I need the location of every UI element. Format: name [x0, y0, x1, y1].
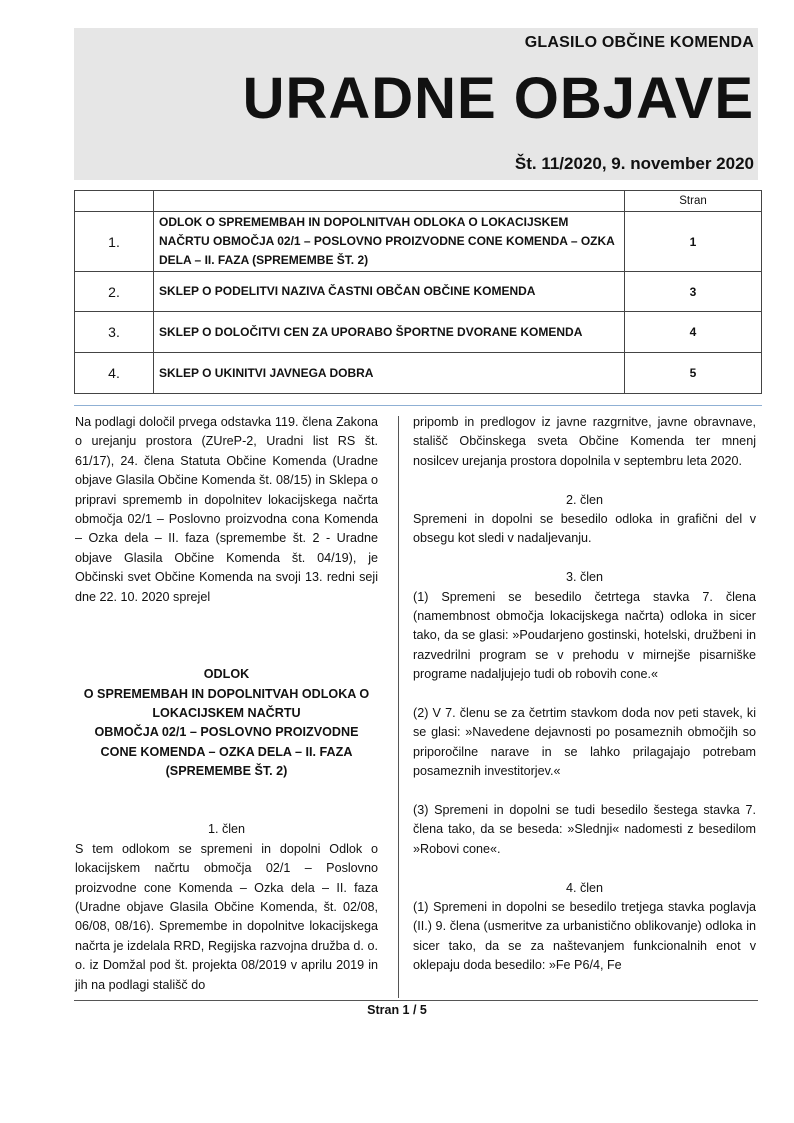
article-paragraph: (1) Spremeni in dopolni se besedilo tretjega stavka poglavja (II.) 9. člena (usmeritve za urbanistično oblikovanje) odloka in sicer tako, da se za naštevanjem funkcionalnih enot v oklepaju doda besedilo: »Fe P6/4, Fe [413, 900, 756, 973]
issue-info: Št. 11/2020, 9. november 2020 [514, 154, 754, 173]
article-heading: 2. člen [565, 492, 604, 507]
preamble: Na podlagi določil prvega odstavka 119. člena Zakona o urejanju prostora (ZUreP-2, Uradni list RS št. 61/17), 24. člena Statuta Občine Komenda (Uradne objave Glasila Občine Komenda št. 08/15) in Sklepa o pripravi sprememb in dopolnitev lokacijskega načrta območja 02/1 – Poslovno proizvodna cona Komenda – Ozka dela – II. faza (spremembe št. 2 - Uradne objave Glasila Občine Komenda št. 04/19), je Občinski svet Občine Komenda na svoji 13. redni seji dne 22. 10. 2020 sprejel [75, 415, 378, 604]
decree-title-line: ODLOK [203, 667, 250, 682]
column-divider [398, 416, 399, 998]
toc-page: 1 [625, 212, 762, 272]
toc-row[interactable] [75, 272, 762, 312]
toc-number: 4. [75, 353, 154, 394]
article-paragraph: (2) V 7. členu se za četrtim stavkom doda nov peti stavek, ki se glasi: »Navedene dejavnosti po posameznih območjih so priporočilne narave in se lahko prilagajajo potrebam posameznih investitorjev.« [413, 706, 756, 779]
article-heading: 1. člen [207, 822, 246, 837]
page-number: Stran 1 / 5 [367, 1003, 427, 1017]
article-text: S tem odlokom se spremeni in dopolni Odlok o lokacijskem načrtu območja 02/1 – Poslovno proizvodne cone Komenda – Ozka dela – II. faza (Uradne objave Glasila Občine Komenda, št. 02/08, 06/08, 08/16). Spremembe in dopolnitve lokacijskega načrta je izdelala RRD, Regijska razvojna družba d. o. o. iz Domžal pod št. projekta 08/2019 v aprilu 2019 in jih na podlagi stališč do [75, 841, 378, 992]
toc-page-header: Stran [625, 191, 762, 212]
article-paragraph: (3) Spremeni in dopolni se tudi besedilo šestega stavka 7. člena tako, da se beseda: »Slednji« nadomesti z besedilom »Robovi cone«. [413, 803, 756, 856]
decree-title-line: OBMOČJA 02/1 – POSLOVNO PROIZVODNE CONE KOMENDA – OZKA DELA – II. FAZA [94, 725, 359, 759]
left-column [75, 413, 378, 995]
toc-number: 2. [75, 272, 154, 312]
section-divider [74, 405, 762, 406]
right-column [413, 413, 756, 976]
toc-header-row [75, 191, 762, 212]
article-paragraph: (1) Spremeni se besedilo četrtega stavka 7. člena (namembnost območja lokacijskega načrta) odloka in sicer tako, da se glasi: »Poudarjeno gostinski, hotelski, družbeni in razvedrilni program se v prehodu v mirnejše pisarniške programe nadaljujejo tudi ob robovih cone.« [413, 589, 756, 682]
toc-row[interactable] [75, 312, 762, 353]
article-heading: 4. člen [565, 880, 604, 895]
article-text: pripomb in predlogov iz javne razgrnitve, javne obravnave, stališč Občinskega sveta Občine Komenda ter mnenj nosilcev urejanja prostora dopolnila v septembru leta 2020. [413, 415, 756, 468]
decree-title-line: O SPREMEMBAH IN DOPOLNITVAH ODLOKA O LOKACIJSKEM NAČRTU [83, 686, 370, 721]
toc-title[interactable]: SKLEP O UKINITVI JAVNEGA DOBRA [154, 353, 625, 394]
toc-header-empty [154, 191, 625, 212]
table-of-contents [74, 190, 762, 394]
decree-title-line: (SPREMEMBE ŠT. 2) [165, 764, 288, 779]
toc-header-empty [75, 191, 154, 212]
toc-title[interactable]: SKLEP O DOLOČITVI CEN ZA UPORABO ŠPORTNE DVORANE KOMENDA [154, 312, 625, 353]
toc-number: 3. [75, 312, 154, 353]
toc-page: 5 [625, 353, 762, 394]
toc-title[interactable]: SKLEP O PODELITVI NAZIVA ČASTNI OBČAN OBČINE KOMENDA [154, 272, 625, 312]
footer-divider [74, 1000, 758, 1001]
toc-page: 4 [625, 312, 762, 353]
toc-row[interactable] [75, 353, 762, 394]
toc-number: 1. [75, 212, 154, 272]
article-text: Spremeni in dopolni se besedilo odloka in grafični del v obsegu kot sledi v nadaljevanju. [413, 512, 756, 546]
publication-name: GLASILO OBČINE KOMENDA [524, 34, 754, 51]
toc-page: 3 [625, 272, 762, 312]
masthead [74, 28, 758, 180]
toc-row[interactable] [75, 212, 762, 272]
toc-title[interactable]: ODLOK O SPREMEMBAH IN DOPOLNITVAH ODLOKA O LOKACIJSKEM NAČRTU OBMOČJA 02/1 – POSLOVNO PROIZVODNE CONE KOMENDA – OZKA DELA – II. FAZA (SPREMEMBE ŠT. 2) [154, 212, 625, 272]
article-heading: 3. člen [565, 570, 604, 585]
page-title: URADNE OBJAVE [242, 66, 754, 131]
